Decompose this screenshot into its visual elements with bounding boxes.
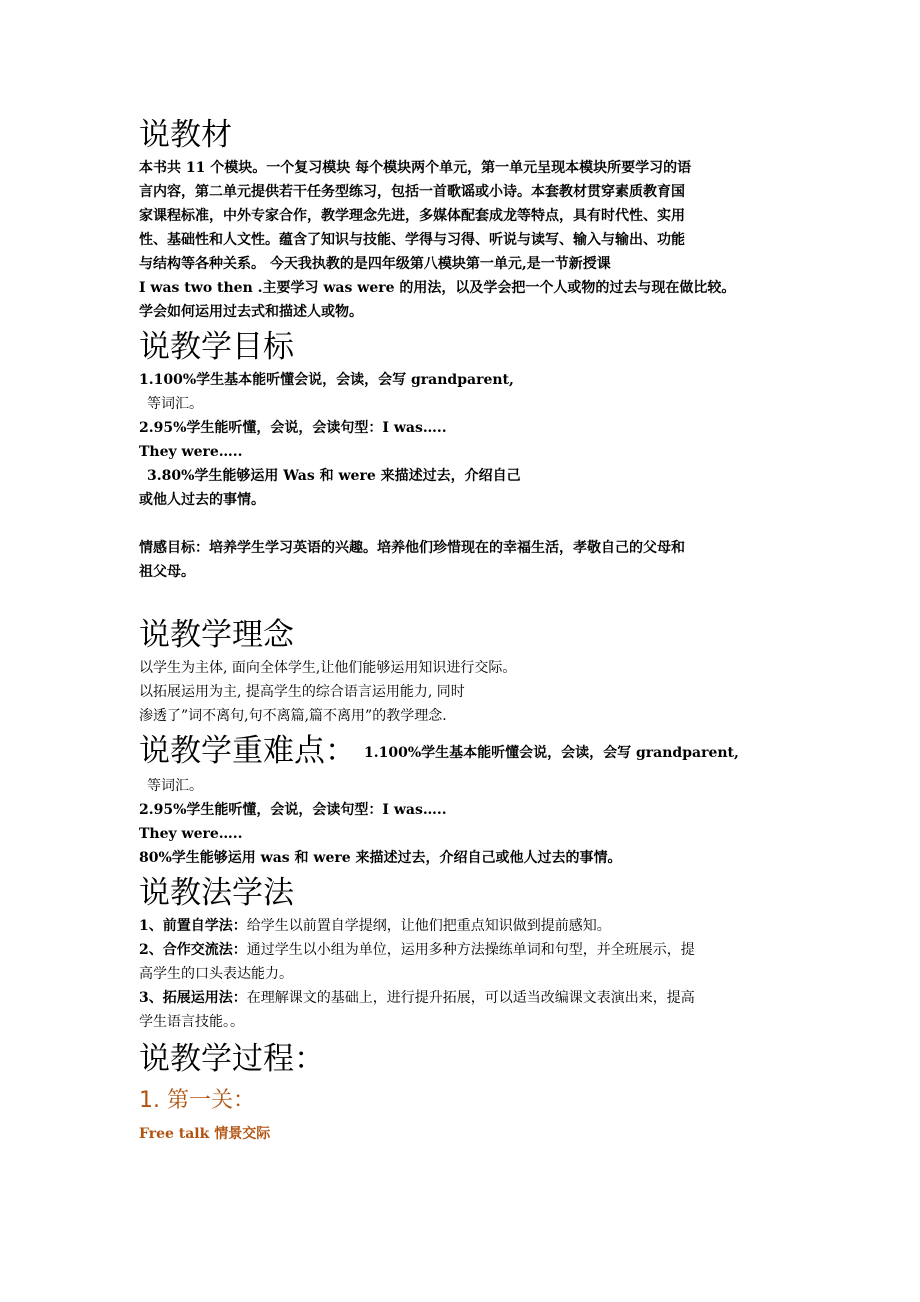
section-title-methods: 说教法学法: [139, 874, 294, 911]
method-label: 3、拓展运用法：: [139, 989, 247, 1006]
emotion-goal-line: 情感目标：培养学生学习英语的兴趣。培养他们珍惜现在的幸福生活，孝敬自己的父母和: [139, 540, 685, 556]
process-step-subtitle: Free talk 情景交际: [139, 1125, 271, 1142]
objective-line: 3.80%学生能够运用 Was 和 were 来描述过去，介绍自己: [147, 468, 521, 484]
paragraph-line: 本书共 11 个模块。一个复习模块 每个模块两个单元，第一单元呈现本模块所要学习的语: [139, 160, 692, 176]
section-title-philosophy: 说教学理念: [139, 617, 294, 653]
process-step-heading: 1. 第一关：: [139, 1087, 255, 1113]
method-text: 高学生的口头表达能力。: [139, 965, 293, 982]
section-title-key-points-row: [139, 730, 789, 774]
section-title-process: 说教学过程：: [139, 1040, 325, 1077]
method-item: [139, 986, 789, 1010]
method-item: [139, 914, 789, 938]
method-text: 学生语言技能。。: [139, 1013, 244, 1030]
method-text: 在理解课文的基础上，进行提升拓展，可以适当改编课文表演出来，提高: [246, 989, 695, 1006]
objective-line: 等词汇。: [147, 396, 203, 412]
key-point-line: 1.100%学生基本能听懂会说，会读，会写 grandparent,: [364, 744, 739, 761]
paragraph-line: 学会如何运用过去式和描述人或物。: [139, 304, 363, 320]
method-text: 通过学生以小组为单位，运用多种方法操练单词和句型，并全班展示，提: [246, 941, 695, 958]
key-point-line: 等词汇。: [147, 777, 203, 794]
key-point-line: 2.95%学生能听懂，会说，会读句型：I was…..: [139, 801, 447, 818]
philosophy-line: 以拓展运用为主, 提高学生的综合语言运用能力, 同时: [139, 684, 465, 700]
spacer: [139, 512, 789, 536]
philosophy-line: 渗透了”词不离句,句不离篇,篇不离用”的教学理念.: [139, 708, 447, 724]
objective-line: 2.95%学生能听懂，会说，会读句型：I was…..: [139, 420, 447, 436]
section-title-objectives: 说教学目标: [139, 329, 294, 365]
philosophy-line: 以学生为主体, 面向全体学生,让他们能够运用知识进行交际。: [139, 660, 517, 676]
objective-line: They were…..: [139, 444, 243, 460]
key-point-line: They were…..: [139, 825, 243, 842]
method-label: 1、前置自学法：: [139, 917, 247, 934]
method-item: [139, 938, 789, 962]
paragraph-line: 言内容，第二单元提供若干任务型练习，包括一首歌谣或小诗。本套教材贯穿素质教育国: [139, 184, 685, 200]
spacer: [139, 584, 789, 614]
paragraph-line: 家课程标准，中外专家合作，教学理念先进，多媒体配套成龙等特点，具有时代性、实用: [139, 208, 685, 224]
section-title-key-points: 说教学重难点：: [139, 733, 356, 769]
paragraph-line: 与结构等各种关系。 今天我执教的是四年级第八模块第一单元,是一节新授课: [139, 256, 611, 272]
objective-line: 或他人过去的事情。: [139, 492, 265, 508]
method-text: 给学生以前置自学提纲，让他们把重点知识做到提前感知。: [246, 917, 611, 934]
method-label: 2、合作交流法：: [139, 941, 247, 958]
section-title-textbook: 说教材: [139, 117, 232, 153]
objective-line: 1.100%学生基本能听懂会说，会读，会写 grandparent,: [139, 372, 514, 388]
emotion-goal-line: 祖父母。: [139, 564, 195, 580]
paragraph-line: I was two then .主要学习 was were 的用法，以及学会把一个人或物的过去与现在做比较。: [139, 280, 736, 296]
document-page: [139, 114, 789, 1146]
key-point-line: 80%学生能够运用 was 和 were 来描述过去，介绍自己或他人过去的事情。: [139, 849, 622, 866]
paragraph-line: 性、基础性和人文性。蕴含了知识与技能、学得与习得、听说与读写、输入与输出、功能: [139, 232, 685, 248]
